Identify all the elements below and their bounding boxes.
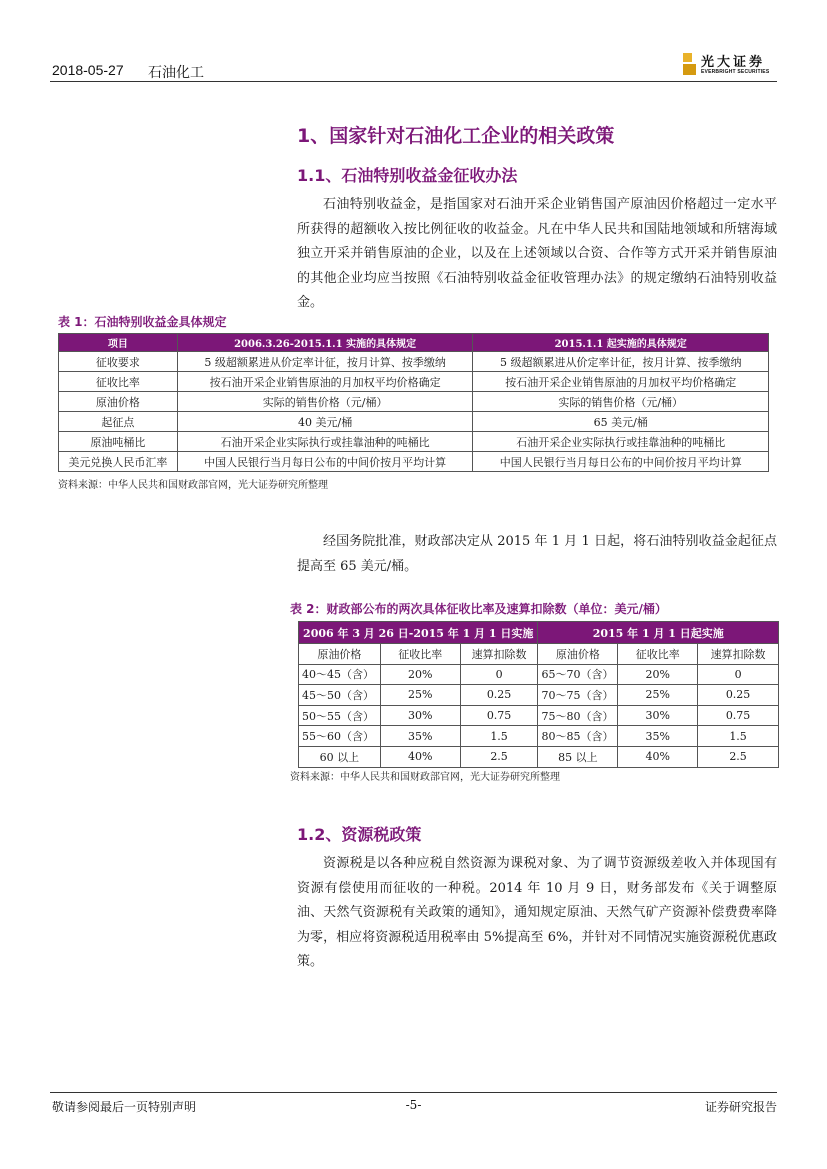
- table-1-cell: 石油开采企业实际执行或挂靠油种的吨桶比: [177, 432, 473, 452]
- table-1-cell: 起征点: [59, 412, 178, 432]
- table-2-cell: 55～60（含）: [299, 726, 381, 747]
- table-2-group-header: 2006 年 3 月 26 日-2015 年 1 月 1 日实施: [299, 622, 538, 644]
- logo-text-en: EVERBRIGHT SECURITIES: [701, 69, 770, 75]
- table-row: [59, 412, 769, 432]
- table-1-cell: 65 美元/桶: [473, 412, 769, 432]
- table-row: [59, 352, 769, 372]
- table-1-cell: 石油开采企业实际执行或挂靠油种的吨桶比: [473, 432, 769, 452]
- table-2-cell: 25%: [618, 685, 698, 706]
- table-2-subheader-cell: 原油价格: [299, 644, 381, 665]
- table-row: [299, 746, 779, 767]
- footer-disclaimer-note: 敬请参阅最后一页特别声明: [52, 1100, 197, 1114]
- table-2-subheader-cell: 征收比率: [380, 644, 460, 665]
- header-divider: [50, 81, 777, 82]
- table-1-cell: 5 级超额累进从价定率计征，按月计算、按季缴纳: [177, 352, 473, 372]
- table-2-cell: 35%: [618, 726, 698, 747]
- table-2-cell: 0: [698, 664, 779, 685]
- table-1-cell: 按石油开采企业销售原油的月加权平均价格确定: [177, 372, 473, 392]
- section-1-1-paragraph: 石油特别收益金，是指国家对石油开采企业销售国产原油因价格超过一定水平所获得的超额收入按比例征收的收益金。凡在中华人民共和国陆地领域和所辖海域独立开采并销售原油的企业，以及在上述领域以合资、合作等方式开采并销售原油的其他企业均应当按照《石油特别收益金征收管理办法》的规定缴纳石油特别收益金。: [297, 197, 777, 310]
- table-2-cell: 0.75: [460, 705, 538, 726]
- table-1-cell: 实际的销售价格（元/桶）: [177, 392, 473, 412]
- table-2-cell: 80～85（含）: [538, 726, 618, 747]
- table-2-source: 资料来源：中华人民共和国财政部官网，光大证券研究所整理: [290, 772, 560, 783]
- table-2-cell: 0.75: [698, 705, 779, 726]
- table-2-cell: 65～70（含）: [538, 664, 618, 685]
- table-1-cell: 中国人民银行当月每日公布的中间价按月平均计算: [473, 452, 769, 472]
- table-2-cell: 0.25: [460, 685, 538, 706]
- table-2-subheader-cell: 征收比率: [618, 644, 698, 665]
- footer-divider: [50, 1092, 777, 1093]
- table-2-cell: 35%: [380, 726, 460, 747]
- logo-text-cn: 光大证券: [701, 55, 766, 70]
- table-2-group-header: 2015 年 1 月 1 日起实施: [538, 622, 779, 644]
- table-2-cell: 70～75（含）: [538, 685, 618, 706]
- table-2-cell: 40～45（含）: [299, 664, 381, 685]
- section-1-2-title: 1.2、资源税政策: [297, 825, 422, 844]
- table-2-cell: 1.5: [698, 726, 779, 747]
- table-1-cell: 征收要求: [59, 352, 178, 372]
- table-1-cell: 40 美元/桶: [177, 412, 473, 432]
- table-2-subheader-cell: 速算扣除数: [698, 644, 779, 665]
- table-2-subheader-cell: 原油价格: [538, 644, 618, 665]
- table-2-cell: 30%: [618, 705, 698, 726]
- table-2: [298, 621, 779, 768]
- table-1-header-cell: 2006.3.26-2015.1.1 实施的具体规定: [177, 334, 473, 352]
- table-1-cell: 实际的销售价格（元/桶）: [473, 392, 769, 412]
- table-2-subheader-cell: 速算扣除数: [460, 644, 538, 665]
- table-2-cell: 1.5: [460, 726, 538, 747]
- table-1-cell: 原油价格: [59, 392, 178, 412]
- table-row: [299, 685, 779, 706]
- table-2-cell: 20%: [618, 664, 698, 685]
- table-2-cell: 30%: [380, 705, 460, 726]
- table-2-cell: 25%: [380, 685, 460, 706]
- paragraph-threshold-change: 经国务院批准，财政部决定从 2015 年 1 月 1 日起，将石油特别收益金起征点提高至 65 美元/桶。: [297, 534, 777, 574]
- logo-mark-icon: [683, 53, 697, 75]
- table-1-caption: 表 1：石油特别收益金具体规定: [58, 315, 227, 329]
- table-row: [299, 726, 779, 747]
- table-2-cell: 60 以上: [299, 746, 381, 767]
- table-1-cell: 5 级超额累进从价定率计征，按月计算、按季缴纳: [473, 352, 769, 372]
- table-1-source: 资料来源：中华人民共和国财政部官网，光大证券研究所整理: [58, 480, 328, 491]
- table-2-caption: 表 2：财政部公布的两次具体征收比率及速算扣除数（单位：美元/桶）: [290, 602, 667, 616]
- table-2-cell: 50～55（含）: [299, 705, 381, 726]
- table-2-cell: 2.5: [460, 746, 538, 767]
- table-1-cell: 美元兑换人民币汇率: [59, 452, 178, 472]
- section-1-title: 1、国家针对石油化工企业的相关政策: [297, 125, 615, 147]
- table-2-cell: 40%: [380, 746, 460, 767]
- table-1-cell: 原油吨桶比: [59, 432, 178, 452]
- table-2-cell: 40%: [618, 746, 698, 767]
- report-category: 石油化工: [148, 65, 204, 81]
- table-2-cell: 0.25: [698, 685, 779, 706]
- table-1-cell: 征收比率: [59, 372, 178, 392]
- table-1-cell: 中国人民银行当月每日公布的中间价按月平均计算: [177, 452, 473, 472]
- table-2-cell: 85 以上: [538, 746, 618, 767]
- table-2-cell: 20%: [380, 664, 460, 685]
- everbright-logo: [683, 51, 779, 79]
- table-2-cell: 0: [460, 664, 538, 685]
- table-row: [59, 452, 769, 472]
- table-row: [59, 392, 769, 412]
- page-number: -5-: [405, 1098, 422, 1112]
- table-row: [59, 432, 769, 452]
- table-2-cell: 45～50（含）: [299, 685, 381, 706]
- table-row: [299, 664, 779, 685]
- report-date: 2018-05-27: [52, 62, 124, 78]
- table-1-header-cell: 2015.1.1 起实施的具体规定: [473, 334, 769, 352]
- footer-report-type: 证券研究报告: [704, 1100, 777, 1114]
- table-1-cell: 按石油开采企业销售原油的月加权平均价格确定: [473, 372, 769, 392]
- table-row: [59, 372, 769, 392]
- table-1-header-cell: 项目: [59, 334, 178, 352]
- table-row: [299, 705, 779, 726]
- table-1: [58, 333, 769, 472]
- section-1-2-paragraph: 资源税是以各种应税自然资源为课税对象、为了调节资源级差收入并体现国有资源有偿使用而征收的一种税。2014 年 10 月 9 日，财务部发布《关于调整原油、天然气资源税有关政策的通知》，通知规定原油、天然气矿产资源补偿费费率降为零，相应将资源税适用税率由 5%提高至 6%，并针对不同情况实施资源税优惠政策。: [297, 856, 777, 969]
- table-2-cell: 2.5: [698, 746, 779, 767]
- section-1-1-title: 1.1、石油特别收益金征收办法: [297, 166, 518, 185]
- table-2-cell: 75～80（含）: [538, 705, 618, 726]
